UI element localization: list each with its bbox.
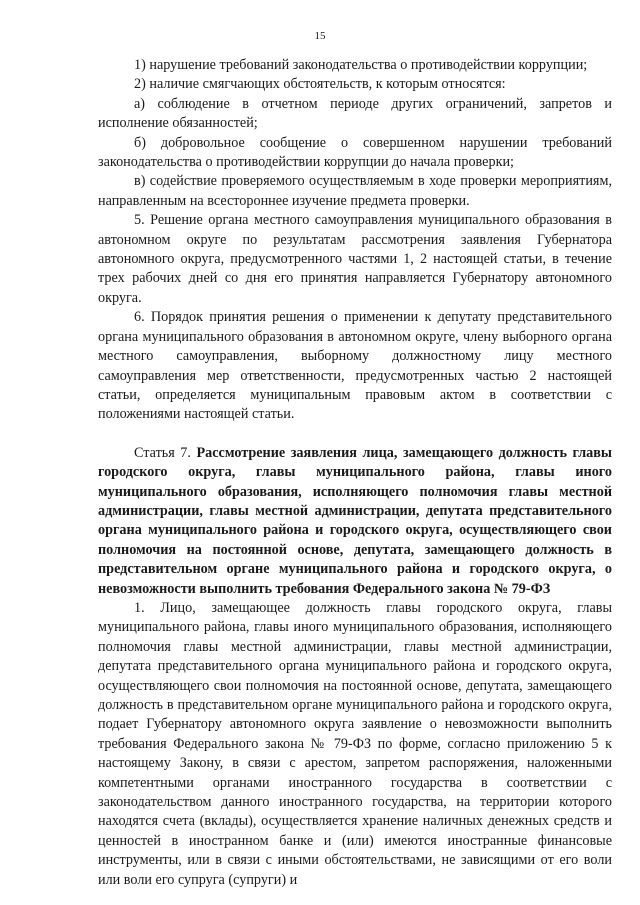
paragraph: 1. Лицо, замещающее должность главы городского округа, главы муниципального района, главы иного муниципального образования, исполняющего полномочия главы местной администрации, главы местной администрации, депутата представительного органа муниципального района и городского округа, осуществляющего свои полномочия на постоянной основе, депутата, замещающего должность в представительном органе муниципального района и городского округа, подает Губернатору автономного округа заявление о невозможности выполнить требования Федерального закона № 79-ФЗ по форме, согласно приложению 5 к настоящему Закону, в связи с арестом, запретом распоряжения, наложенными компетентными органами иностранного государства в соответствии с законодательством данного иностранного государства, на территории которого находятся счета (вклады), осуществляется хранение наличных денежных средств и ценностей в иностранном банке и (или) имеются иностранные финансовые инструменты, или в связи с иными обстоятельствами, не зависящими от его воли или воли его супруга (супруги) и	[98, 599, 612, 888]
paragraph: 2) наличие смягчающих обстоятельств, к которым относятся:	[134, 76, 506, 93]
paragraph: в) содействие проверяемого осуществляемым в ходе проверки мероприятиям, направленным на всестороннее изучение предмета проверки.	[98, 173, 612, 209]
document-body	[98, 56, 612, 890]
article-title: Рассмотрение заявления лица, замещающего должность главы городского округа, главы муниципального района, главы иного муниципального образования, исполняющего полномочия главы местной администрации, главы местной администрации, депутата представительного органа муниципального района и городского округа, осуществляющего свои полномочия на постоянной основе, депутата, замещающего должность в представительном органе муниципального района и городского округа, о невозможности выполнить требования Федерального закона № 79-ФЗ	[98, 444, 613, 597]
paragraph: 5. Решение органа местного самоуправления муниципального образования в автономном округе по результатам рассмотрения заявления Губернатора автономного округа, предусмотренного частями 1, 2 настоящей статьи, в течение трех рабочих дней со дня его принятия направляется Губернатору автономного округа.	[98, 212, 612, 306]
paragraph: 1) нарушение требований законодательства о противодействии коррупции;	[134, 57, 588, 73]
paragraph: б) добровольное сообщение о совершенном нарушении требований законодательства о противодействии коррупции до начала проверки;	[98, 134, 612, 171]
paragraph: 6. Порядок принятия решения о применении к депутату представительного органа муниципального образования в автономном округе, члену выборного органа местного самоуправления, выборному должностному лицу местного самоуправления мер ответственности, предусмотренных частью 2 настоящей статьи, определяется муниципальным правовым актом в соответствии с положениями настоящей статьи.	[98, 309, 612, 423]
article-number: Статья 7.	[134, 444, 191, 461]
page-number: 15	[314, 30, 326, 42]
paragraph: а) соблюдение в отчетном периоде других ограничений, запретов и исполнение обязанностей;	[98, 95, 612, 132]
article-heading	[98, 444, 612, 599]
